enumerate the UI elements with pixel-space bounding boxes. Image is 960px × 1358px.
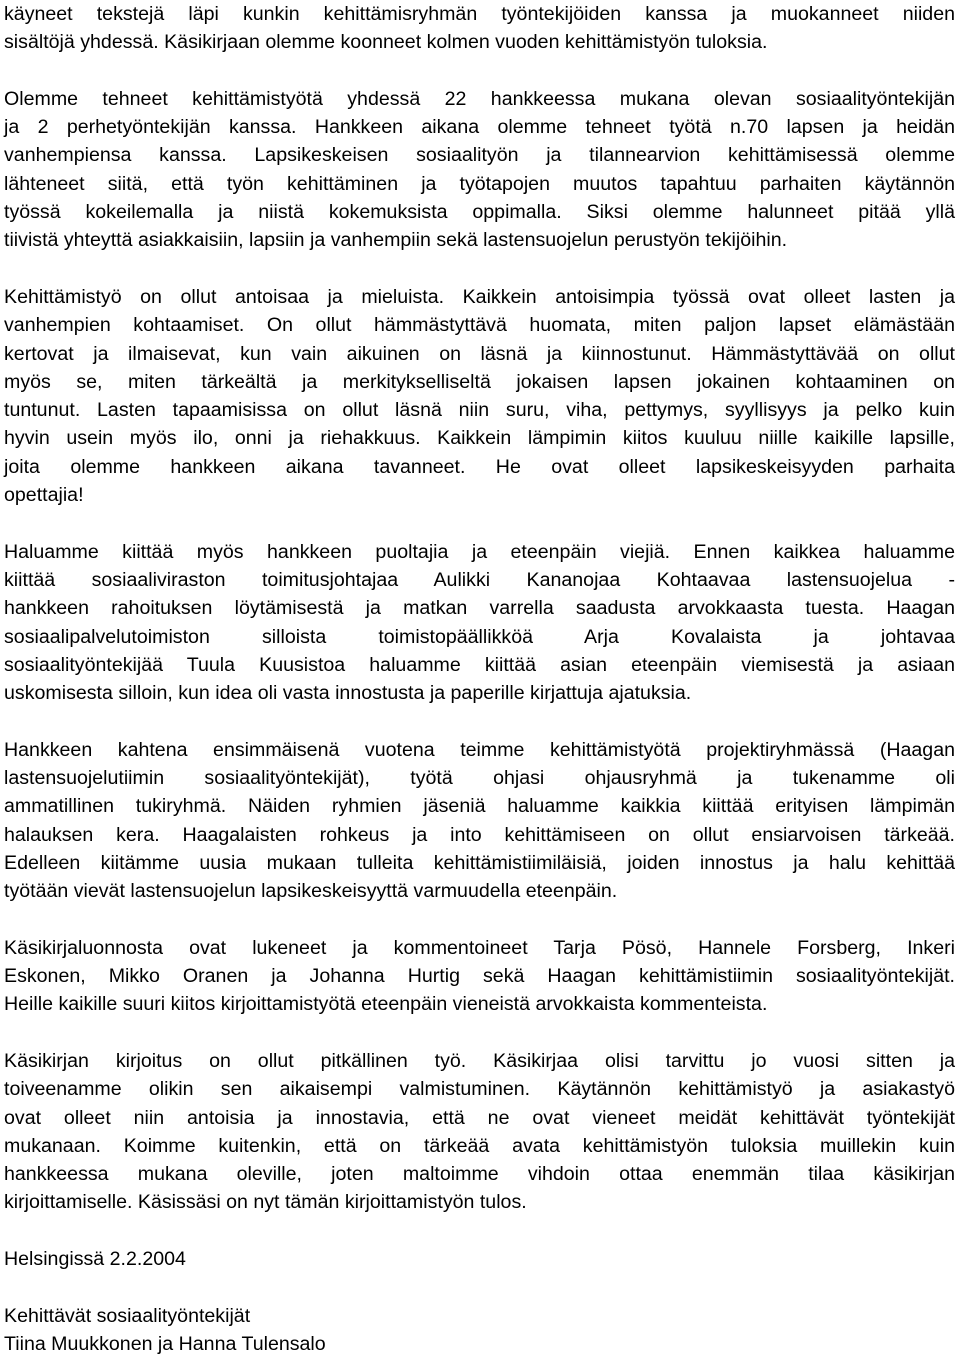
text-line: työtään vievät lastensuojelun lapsikeskeisyyttä varmuudella eteenpäin. [4,880,618,903]
text-line: Hankkeen kahtena ensimmäisenä vuotena teimme kehittämistyötä projektiryhmässä (Haagan [4,738,955,761]
text-line: työssä kokeilemalla ja niistä kokemuksista oppimalla. Siksi olemme halunneet pitää yllä [4,201,955,224]
paragraph [4,1047,955,1217]
signature-role: Kehittävät sosiaalityöntekijät [4,1304,251,1327]
text-line: Käsikirjaluonnosta ovat lukeneet ja kommentoineet Tarja Pösö, Hannele Forsberg, Inkeri [4,936,955,959]
text-line: halauksen kera. Haagalaisten rohkeus ja into kehittämiseen on ollut ensiarvoisen tärkeää. [4,823,955,846]
text-line: Kehittämistyö on ollut antoisaa ja mieluista. Kaikkein antoisimpia työssä ovat olleet lasten ja [4,285,955,308]
text-line: sosiaalityöntekijää Tuula Kuusistoa haluamme kiittää asian eteenpäin viemisestä ja asiaan [4,653,955,676]
text-line: Edelleen kiitämme uusia mukaan tulleita kehittämistiimiläisiä, joiden innostus ja halu kehittää [4,851,955,874]
text-line: vanhempiensa kanssa. Lapsikeskeisen sosiaalityön ja tilannearvion kehittämisessä olemme [4,144,955,167]
text-line: hyvin usein myös ilo, onni ja riehakkuus. Kaikkein lämpimin kiitos kuuluu niille kaikille lapsille, [4,427,955,450]
text-line: myös se, miten tärkeältä ja merkitykselliseltä jokaisen lapsen jokainen kohtaaminen on [4,370,955,393]
text-line: tuntunut. Lasten tapaamisissa on ollut läsnä niin suru, viha, pettymys, syyllisyys ja pelko kuin [4,399,955,422]
text-line: kertovat ja ilmaisevat, kun vain aikuinen on läsnä ja kiinnostunut. Hämmästyttävää on ollut [4,342,955,365]
paragraph [4,538,955,708]
text-line: lähteneet siitä, että työn kehittäminen ja työtapojen muutos tapahtuu parhaiten käytännön [4,172,955,195]
text-line: opettajia! [4,484,84,507]
text-line: lastensuojelutiimin sosiaalityöntekijät), työtä ohjasi ohjausryhmä ja tukenamme oli [4,767,955,790]
text-line: mukanaan. Koimme kuitenkin, että on tärkeää avata kehittämistyön tuloksia muillekin kuin [4,1134,955,1157]
text-line: toiveenamme olikin sen aikaisempi valmistuminen. Käytännön kehittämistyö ja asiakastyö [4,1078,955,1101]
text-line: sisältöjä yhdessä. Käsikirjaan olemme koonneet kolmen vuoden kehittämistyön tuloksia. [4,31,768,54]
text-line: tiivistä yhteyttä asiakkaisiin, lapsiin ja vanhempiin sekä lastensuojelun perustyön tekijöihin. [4,229,788,252]
text-line: ja 2 perhetyöntekijän kanssa. Hankkeen aikana olemme tehneet työtä n.70 lapsen ja heidän [4,116,955,139]
text-line: Eskonen, Mikko Oranen ja Johanna Hurtig sekä Haagan kehittämistiimin sosiaalityöntekijät. [4,965,955,988]
text-line: vanhempien kohtaamiset. On ollut hämmästyttävä huomata, miten paljon lapset elämästään [4,314,955,337]
place-date: Helsingissä 2.2.2004 [4,1248,186,1271]
text-line: sosiaalipalvelutoimiston silloista toimistopäällikköä Arja Kovalaista ja johtavaa [4,625,955,648]
signature-names: Tiina Muukkonen ja Hanna Tulensalo [4,1332,326,1355]
paragraph [4,0,955,57]
document-page [4,0,955,1358]
paragraph [4,283,955,509]
text-line: käyneet tekstejä läpi kunkin kehittämisryhmän työntekijöiden kanssa ja muokanneet niiden [4,3,955,25]
text-line: joita olemme hankkeen aikana tavanneet. He ovat olleet lapsikeskeisyyden parhaita [4,455,955,478]
paragraph [4,85,955,255]
text-line: Heille kaikille suuri kiitos kirjoittamistyötä eteenpäin vieneistä arvokkaista kommenteista. [4,993,768,1016]
text-line: uskomisesta silloin, kun idea oli vasta innostusta ja paperille kirjattuja ajatuksia. [4,682,692,705]
text-line: Olemme tehneet kehittämistyötä yhdessä 22 hankkeessa mukana olevan sosiaalityöntekijän [4,87,955,110]
paragraph [4,736,955,906]
text-line: kirjoittamiselle. Käsissäsi on nyt tämän kirjoittamistyön tulos. [4,1191,527,1214]
signature-block [4,1302,955,1358]
text-line: kiittää sosiaaliviraston toimitusjohtajaa Aulikki Kananojaa Kohtaavaa lastensuojelua - [4,568,955,591]
text-line: Käsikirjan kirjoitus on ollut pitkällinen työ. Käsikirjaa olisi tarvittu jo vuosi sitten ja [4,1049,955,1072]
text-line: hankkeen rahoituksen löytämisestä ja matkan varrella saadusta arvokkaasta tuesta. Haagan [4,597,955,620]
body-text [4,0,955,1217]
text-line: Haluamme kiittää myös hankkeen puoltajia ja eteenpäin viejiä. Ennen kaikkea haluamme [4,540,955,563]
text-line: hankkeessa mukana oleville, joten maltoimme vihdoin ottaa enemmän tilaa käsikirjan [4,1163,955,1186]
text-line: ovat olleet niin antoisia ja innostavia, että ne ovat vieneet meidät kehittävät työntekijät [4,1106,955,1129]
paragraph [4,934,955,1019]
text-line: ammatillinen tukiryhmä. Näiden ryhmien jäseniä haluamme kaikkia kiittää erityisen lämpimän [4,795,955,818]
